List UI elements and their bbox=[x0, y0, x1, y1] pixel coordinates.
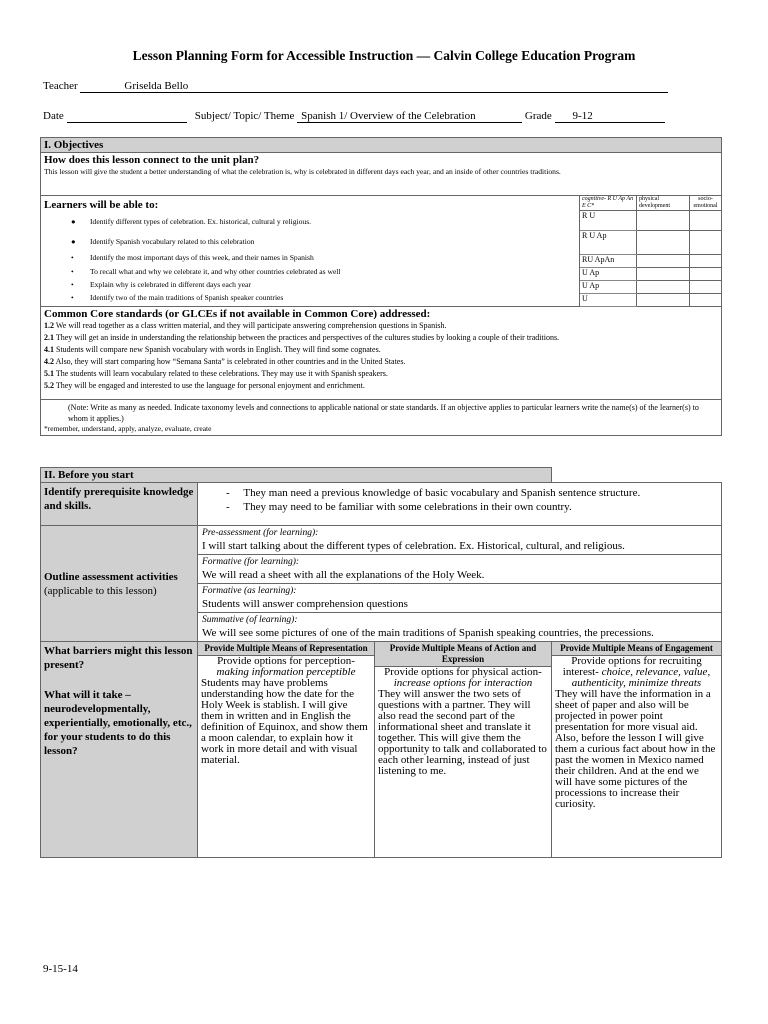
grade-label: Grade bbox=[524, 110, 552, 122]
grade-value: 9-12 bbox=[572, 110, 593, 122]
assessment-row: Pre-assessment (for learning): I will start talking about the different types of celebration. Ex. Historical, cultural, and religious. bbox=[198, 526, 722, 555]
date-subject-line bbox=[43, 110, 665, 123]
before-heading: II. Before you start bbox=[41, 468, 552, 483]
prereq-cell bbox=[198, 483, 722, 526]
standard-row: 4.2 Also, they will start comparing how “Semana Santa” is celebrated in other countries and in the United States. bbox=[44, 357, 406, 366]
note-text: (Note: Write as many as needed. Indicate taxonomy levels and connections to applicable national or state standards. If an objective applies to particular learners write the name(s) of the learner(s) to whom it applies.) bbox=[68, 403, 699, 423]
teacher-value: Griselda Bello bbox=[124, 80, 189, 92]
social-cell bbox=[690, 255, 722, 268]
bullet-icon: • bbox=[71, 280, 74, 289]
what-will-label: What will it take – neurodevelopmentally, experientially, emotionally, etc., for your students to do this lesson? bbox=[44, 689, 192, 757]
assessment-sublabel: (applicable to this lesson) bbox=[44, 584, 157, 597]
taxonomy-code: R U bbox=[580, 211, 637, 231]
assessment-label: Outline assessment activities bbox=[44, 570, 178, 583]
physical-cell bbox=[637, 211, 690, 231]
teacher-field[interactable] bbox=[80, 80, 668, 93]
bullet-icon: • bbox=[71, 267, 74, 276]
prereq-item: - They may need to be familiar with some celebrations in their own country. bbox=[226, 501, 572, 513]
subject-label: Subject/ Topic/ Theme bbox=[194, 110, 295, 122]
taxonomy-code: U Ap bbox=[580, 268, 637, 281]
engagement-cell: Provide Multiple Means of Engagement Provide options for recruiting interest- choice, relevance, value, authenticity, minimize threats They will have the information in a sheet of paper and also will be projected in power point presentation for more visual aid. Also, before the lesson I will give them a curious fact about how in the past the women in Mexico named their children. And at the end we will have some pictures of the processions to increase their curiosity. bbox=[552, 642, 722, 858]
objective-item: • Explain why is celebrated in different days each year bbox=[71, 280, 251, 289]
objective-item: ● Identify different types of celebration. Ex. historical, cultural y religious. bbox=[71, 217, 312, 226]
footer-date: 9-15-14 bbox=[43, 963, 78, 975]
learners-heading: Learners will be able to: bbox=[44, 199, 159, 211]
assessment-label-cell bbox=[41, 526, 198, 642]
representation-body: Students may have problems understanding how the date for the Holy Week is stablish. I will give them in written and in English the definition of Equinox, and show them a moon calendar, to explain how it work in more detail and with visual material. bbox=[201, 677, 368, 766]
subject-field[interactable] bbox=[297, 110, 522, 123]
assessment-row: Formative (for learning): We will read a sheet with all the explanations of the Holy Week. bbox=[198, 555, 722, 584]
standard-row: 2.1 They will get an inside in understanding the relationship between the practices and perspectives of the cultures studies by looking a couple of their traditions. bbox=[44, 333, 560, 342]
social-cell bbox=[690, 281, 722, 294]
standard-row: 5.2 They will be engaged and interested to use the language for personal enjoyment and enrichment. bbox=[44, 381, 365, 390]
social-cell bbox=[690, 294, 722, 307]
date-label: Date bbox=[43, 110, 64, 122]
engagement-header: Provide Multiple Means of Engagement bbox=[552, 642, 721, 656]
objectives-section bbox=[40, 137, 722, 436]
taxonomy-code: RU ApAn bbox=[580, 255, 637, 268]
objectives-heading: I. Objectives bbox=[41, 138, 722, 153]
action-expression-header: Provide Multiple Means of Action and Expression bbox=[375, 642, 551, 667]
physical-cell bbox=[637, 231, 690, 255]
standard-row: 5.1 The students will learn vocabulary related to these celebrations. They may use it with Spanish speakers. bbox=[44, 369, 388, 378]
representation-cell: Provide Multiple Means of Representation Provide options for perception- making information perceptible Students may have problems understanding how the date for the Holy Week is stablish. I will give them in written and in English the definition of Equinox, and show them a moon calendar, to explain how it work in more detail and with visual material. bbox=[198, 642, 375, 858]
taxonomy-footnote: *remember, understand, apply, analyze, evaluate, create bbox=[44, 424, 212, 433]
connect-question: How does this lesson connect to the unit plan? bbox=[44, 154, 260, 166]
date-field[interactable] bbox=[67, 110, 187, 123]
objectives-list bbox=[44, 217, 576, 305]
barriers-label: What barriers might this lesson present? bbox=[44, 645, 193, 671]
col-cognitive-header: cognitive- R U Ap An E C* bbox=[580, 196, 637, 211]
before-section bbox=[40, 467, 722, 858]
assessment-row: Summative (of learning): We will see some pictures of one of the main traditions of Spanish speaking countries, the precessions. bbox=[198, 613, 722, 642]
standard-row: 4.1 Students will compare new Spanish vocabulary with words in English. They will find some cognates. bbox=[44, 345, 381, 354]
unit-plan-cell bbox=[41, 153, 722, 196]
physical-cell bbox=[637, 255, 690, 268]
representation-header: Provide Multiple Means of Representation bbox=[198, 642, 374, 656]
prereq-label: Identify prerequisite knowledge and skills. bbox=[41, 483, 198, 526]
taxonomy-code: U bbox=[580, 294, 637, 307]
engagement-body: They will have the information in a sheet of paper and also will be projected in power point presentation for more visual aid. Also, before the lesson I will give them a curious fact about how in the past the women in Mexico named their children. And at the end we will have some pictures of the processions to increase their curiosity. bbox=[555, 688, 716, 810]
social-cell bbox=[690, 211, 722, 231]
objective-item: • Identify two of the main traditions of Spanish speaker countries bbox=[71, 293, 284, 302]
col-physical-header: physical development bbox=[637, 196, 690, 211]
social-cell bbox=[690, 231, 722, 255]
action-expression-body: They will answer the two sets of questions with a partner. They will also read the second part of the informational sheet and translate it together. This will give them the opportunity to talk and collaborated to each other learning, instead of just listening to me. bbox=[378, 688, 547, 777]
prereq-item: - They man need a previous knowledge of basic vocabulary and Spanish sentence structure. bbox=[226, 487, 641, 499]
page-title: Lesson Planning Form for Accessible Instruction — Calvin College Education Program bbox=[132, 48, 636, 63]
objective-item: • Identify the most important days of this week, and their names in Spanish bbox=[71, 253, 314, 262]
assessment-row: Formative (as learning): Students will answer comprehension questions bbox=[198, 584, 722, 613]
social-cell bbox=[690, 268, 722, 281]
col-social-header: socio- emotional bbox=[690, 196, 722, 211]
taxonomy-code: U Ap bbox=[580, 281, 637, 294]
connect-answer: This lesson will give the student a better understanding of what the celebration is, why is celebrated in different days each year, and an inside of other countries traditions. bbox=[44, 167, 561, 176]
bullet-icon: • bbox=[71, 293, 74, 302]
standards-cell bbox=[41, 307, 722, 400]
bullet-icon: ● bbox=[71, 237, 76, 246]
bullet-icon: • bbox=[71, 253, 74, 262]
teacher-line bbox=[43, 80, 668, 93]
taxonomy-code: R U Ap bbox=[580, 231, 637, 255]
learners-cell bbox=[41, 196, 580, 307]
physical-cell bbox=[637, 281, 690, 294]
physical-cell bbox=[637, 268, 690, 281]
standard-row: 1.2 We will read together as a class written material, and they will participate answering comprehension questions in Spanish. bbox=[44, 321, 447, 330]
bullet-icon: ● bbox=[71, 217, 76, 226]
objective-item: • To recall what and why we celebrate it, and why other countries celebrated as well bbox=[71, 267, 341, 276]
action-expression-cell: Provide Multiple Means of Action and Expression Provide options for physical action- increase options for interaction They will answer the two sets of questions with a partner. They will also read the second part of the informational sheet and translate it together. This will give them the opportunity to talk and collaborated to each other learning, instead of just listening to me. bbox=[375, 642, 552, 858]
objective-item: ● Identify Spanish vocabulary related to this celebration bbox=[71, 237, 255, 246]
grade-field[interactable] bbox=[555, 110, 665, 123]
subject-value: Spanish 1/ Overview of the Celebration bbox=[301, 110, 476, 122]
teacher-label: Teacher bbox=[43, 80, 78, 92]
note-cell bbox=[41, 400, 722, 436]
standards-heading: Common Core standards (or GLCEs if not available in Common Core) addressed: bbox=[44, 308, 431, 320]
barriers-cell bbox=[41, 642, 198, 858]
physical-cell bbox=[637, 294, 690, 307]
